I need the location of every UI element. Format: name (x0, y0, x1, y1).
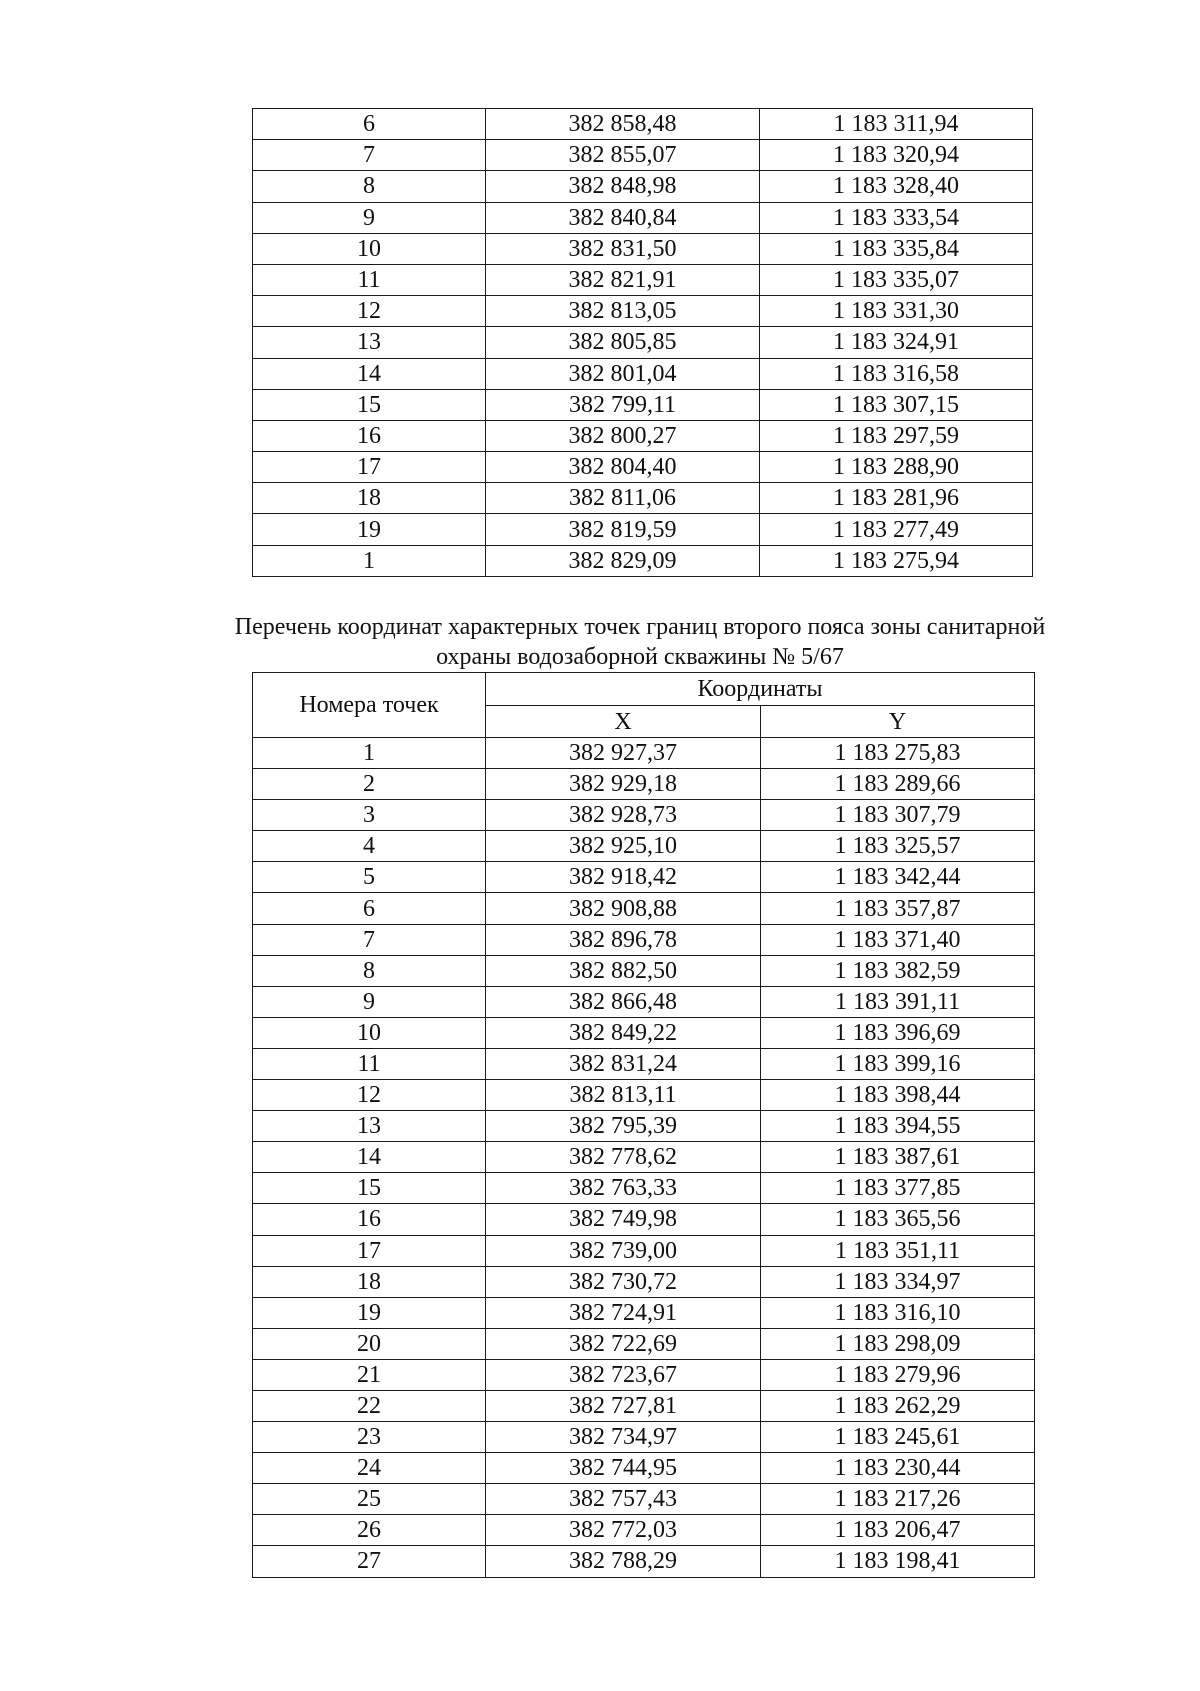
cell-y-coordinate: 1 183 396,69 (761, 1017, 1035, 1048)
cell-y-coordinate: 1 183 307,79 (761, 800, 1035, 831)
cell-x-coordinate: 382 882,50 (486, 955, 761, 986)
cell-x-coordinate: 382 928,73 (486, 800, 761, 831)
cell-x-coordinate: 382 908,88 (486, 893, 761, 924)
table-row (253, 545, 1033, 576)
cell-y-coordinate: 1 183 377,85 (761, 1173, 1035, 1204)
table-row (253, 769, 1035, 800)
cell-x-coordinate: 382 788,29 (486, 1546, 761, 1577)
cell-point-number: 9 (253, 986, 486, 1017)
cell-y-coordinate: 1 183 275,83 (761, 738, 1035, 769)
cell-x-coordinate: 382 739,00 (486, 1235, 761, 1266)
cell-y-coordinate: 1 183 297,59 (760, 420, 1033, 451)
cell-x-coordinate: 382 821,91 (486, 264, 760, 295)
cell-x-coordinate: 382 772,03 (486, 1515, 761, 1546)
cell-point-number: 13 (253, 327, 486, 358)
table-row (253, 140, 1033, 171)
cell-point-number: 4 (253, 831, 486, 862)
cell-point-number: 15 (253, 1173, 486, 1204)
cell-x-coordinate: 382 763,33 (486, 1173, 761, 1204)
cell-x-coordinate: 382 840,84 (486, 202, 760, 233)
table-row (253, 233, 1033, 264)
cell-x-coordinate: 382 734,97 (486, 1422, 761, 1453)
cell-point-number: 25 (253, 1484, 486, 1515)
cell-point-number: 13 (253, 1111, 486, 1142)
cell-x-coordinate: 382 799,11 (486, 389, 760, 420)
cell-point-number: 17 (253, 1235, 486, 1266)
table-row (253, 1359, 1035, 1390)
cell-point-number: 26 (253, 1515, 486, 1546)
table-row (253, 1484, 1035, 1515)
cell-point-number: 11 (253, 1048, 486, 1079)
cell-y-coordinate: 1 183 320,94 (760, 140, 1033, 171)
table-row (253, 358, 1033, 389)
table-row (253, 296, 1033, 327)
cell-point-number: 2 (253, 769, 486, 800)
cell-y-coordinate: 1 183 335,07 (760, 264, 1033, 295)
cell-point-number: 18 (253, 483, 486, 514)
table-row (253, 1546, 1035, 1577)
cell-y-coordinate: 1 183 289,66 (761, 769, 1035, 800)
table-row (253, 1111, 1035, 1142)
cell-x-coordinate: 382 813,05 (486, 296, 760, 327)
caption-line-2: охраны водозаборной скважины № 5/67 (436, 644, 844, 670)
cell-y-coordinate: 1 183 399,16 (761, 1048, 1035, 1079)
cell-y-coordinate: 1 183 275,94 (760, 545, 1033, 576)
table-row (253, 514, 1033, 545)
header-point-numbers: Номера точек (253, 673, 486, 738)
cell-x-coordinate: 382 831,50 (486, 233, 760, 264)
cell-y-coordinate: 1 183 281,96 (760, 483, 1033, 514)
table-row (253, 1048, 1035, 1079)
cell-y-coordinate: 1 183 398,44 (761, 1080, 1035, 1111)
table-row (253, 862, 1035, 893)
cell-point-number: 6 (253, 893, 486, 924)
cell-point-number: 6 (253, 109, 486, 140)
table-row (253, 452, 1033, 483)
cell-y-coordinate: 1 183 217,26 (761, 1484, 1035, 1515)
table-row (253, 955, 1035, 986)
table-row (253, 1204, 1035, 1235)
table-row (253, 800, 1035, 831)
cell-x-coordinate: 382 795,39 (486, 1111, 761, 1142)
header-row (253, 673, 1035, 706)
cell-y-coordinate: 1 183 206,47 (761, 1515, 1035, 1546)
cell-y-coordinate: 1 183 298,09 (761, 1328, 1035, 1359)
cell-point-number: 18 (253, 1266, 486, 1297)
cell-point-number: 10 (253, 1017, 486, 1048)
cell-y-coordinate: 1 183 328,40 (760, 171, 1033, 202)
cell-y-coordinate: 1 183 357,87 (761, 893, 1035, 924)
cell-point-number: 16 (253, 1204, 486, 1235)
cell-y-coordinate: 1 183 277,49 (760, 514, 1033, 545)
cell-point-number: 23 (253, 1422, 486, 1453)
table-row (253, 1390, 1035, 1421)
cell-point-number: 9 (253, 202, 486, 233)
cell-x-coordinate: 382 723,67 (486, 1359, 761, 1390)
cell-y-coordinate: 1 183 331,30 (760, 296, 1033, 327)
cell-x-coordinate: 382 896,78 (486, 924, 761, 955)
table-row (253, 109, 1033, 140)
table-row (253, 1235, 1035, 1266)
header-x: X (486, 706, 761, 738)
cell-y-coordinate: 1 183 279,96 (761, 1359, 1035, 1390)
cell-x-coordinate: 382 819,59 (486, 514, 760, 545)
cell-y-coordinate: 1 183 333,54 (760, 202, 1033, 233)
cell-point-number: 20 (253, 1328, 486, 1359)
cell-x-coordinate: 382 722,69 (486, 1328, 761, 1359)
table-row (253, 1017, 1035, 1048)
cell-y-coordinate: 1 183 316,10 (761, 1297, 1035, 1328)
cell-y-coordinate: 1 183 307,15 (760, 389, 1033, 420)
table-row (253, 893, 1035, 924)
cell-x-coordinate: 382 927,37 (486, 738, 761, 769)
table-row (253, 483, 1033, 514)
cell-point-number: 14 (253, 1142, 486, 1173)
table-row (253, 389, 1033, 420)
cell-x-coordinate: 382 918,42 (486, 862, 761, 893)
table-row (253, 202, 1033, 233)
cell-point-number: 8 (253, 171, 486, 202)
table-row (253, 327, 1033, 358)
cell-point-number: 7 (253, 140, 486, 171)
cell-point-number: 5 (253, 862, 486, 893)
cell-y-coordinate: 1 183 387,61 (761, 1142, 1035, 1173)
cell-x-coordinate: 382 805,85 (486, 327, 760, 358)
cell-y-coordinate: 1 183 371,40 (761, 924, 1035, 955)
table-row (253, 738, 1035, 769)
cell-point-number: 1 (253, 738, 486, 769)
cell-y-coordinate: 1 183 230,44 (761, 1453, 1035, 1484)
cell-x-coordinate: 382 829,09 (486, 545, 760, 576)
table-caption (180, 612, 1100, 672)
coordinates-table-second-zone (252, 672, 1035, 1578)
cell-y-coordinate: 1 183 382,59 (761, 955, 1035, 986)
cell-x-coordinate: 382 757,43 (486, 1484, 761, 1515)
cell-x-coordinate: 382 813,11 (486, 1080, 761, 1111)
cell-x-coordinate: 382 848,98 (486, 171, 760, 202)
table-row (253, 1515, 1035, 1546)
cell-point-number: 10 (253, 233, 486, 264)
cell-y-coordinate: 1 183 334,97 (761, 1266, 1035, 1297)
cell-point-number: 14 (253, 358, 486, 389)
cell-y-coordinate: 1 183 311,94 (760, 109, 1033, 140)
header-coordinates: Координаты (486, 673, 1035, 706)
caption-line-1: Перечень координат характерных точек границ второго пояса зоны санитарной (234, 614, 1046, 640)
table-header (253, 673, 1035, 738)
cell-point-number: 19 (253, 1297, 486, 1328)
cell-point-number: 17 (253, 452, 486, 483)
cell-point-number: 27 (253, 1546, 486, 1577)
table-body (253, 738, 1035, 1578)
cell-x-coordinate: 382 778,62 (486, 1142, 761, 1173)
cell-point-number: 1 (253, 545, 486, 576)
cell-x-coordinate: 382 866,48 (486, 986, 761, 1017)
table-row (253, 1266, 1035, 1297)
table-row (253, 1453, 1035, 1484)
table-row (253, 1297, 1035, 1328)
cell-point-number: 12 (253, 296, 486, 327)
cell-point-number: 8 (253, 955, 486, 986)
table-row (253, 831, 1035, 862)
cell-x-coordinate: 382 855,07 (486, 140, 760, 171)
table-row (253, 1173, 1035, 1204)
cell-point-number: 3 (253, 800, 486, 831)
cell-y-coordinate: 1 183 325,57 (761, 831, 1035, 862)
cell-point-number: 24 (253, 1453, 486, 1484)
table-row (253, 1142, 1035, 1173)
cell-point-number: 12 (253, 1080, 486, 1111)
cell-x-coordinate: 382 730,72 (486, 1266, 761, 1297)
cell-x-coordinate: 382 811,06 (486, 483, 760, 514)
cell-x-coordinate: 382 858,48 (486, 109, 760, 140)
cell-point-number: 22 (253, 1390, 486, 1421)
cell-y-coordinate: 1 183 316,58 (760, 358, 1033, 389)
table-row (253, 420, 1033, 451)
cell-x-coordinate: 382 800,27 (486, 420, 760, 451)
cell-x-coordinate: 382 849,22 (486, 1017, 761, 1048)
coordinates-table-continued (252, 108, 1033, 577)
cell-x-coordinate: 382 724,91 (486, 1297, 761, 1328)
cell-y-coordinate: 1 183 198,41 (761, 1546, 1035, 1577)
table-row (253, 171, 1033, 202)
cell-x-coordinate: 382 749,98 (486, 1204, 761, 1235)
table-row (253, 1080, 1035, 1111)
cell-point-number: 15 (253, 389, 486, 420)
table-row (253, 1422, 1035, 1453)
cell-x-coordinate: 382 925,10 (486, 831, 761, 862)
cell-y-coordinate: 1 183 394,55 (761, 1111, 1035, 1142)
cell-x-coordinate: 382 727,81 (486, 1390, 761, 1421)
table-row (253, 986, 1035, 1017)
table-row (253, 264, 1033, 295)
table-body (253, 109, 1033, 577)
cell-point-number: 21 (253, 1359, 486, 1390)
cell-point-number: 19 (253, 514, 486, 545)
cell-point-number: 11 (253, 264, 486, 295)
header-y: Y (761, 706, 1035, 738)
cell-x-coordinate: 382 929,18 (486, 769, 761, 800)
cell-x-coordinate: 382 831,24 (486, 1048, 761, 1079)
cell-y-coordinate: 1 183 351,11 (761, 1235, 1035, 1266)
cell-x-coordinate: 382 801,04 (486, 358, 760, 389)
cell-y-coordinate: 1 183 342,44 (761, 862, 1035, 893)
cell-y-coordinate: 1 183 335,84 (760, 233, 1033, 264)
cell-y-coordinate: 1 183 245,61 (761, 1422, 1035, 1453)
table-row (253, 1328, 1035, 1359)
cell-point-number: 16 (253, 420, 486, 451)
cell-y-coordinate: 1 183 262,29 (761, 1390, 1035, 1421)
cell-y-coordinate: 1 183 391,11 (761, 986, 1035, 1017)
cell-x-coordinate: 382 804,40 (486, 452, 760, 483)
cell-y-coordinate: 1 183 324,91 (760, 327, 1033, 358)
cell-y-coordinate: 1 183 288,90 (760, 452, 1033, 483)
cell-point-number: 7 (253, 924, 486, 955)
cell-y-coordinate: 1 183 365,56 (761, 1204, 1035, 1235)
table-row (253, 924, 1035, 955)
cell-x-coordinate: 382 744,95 (486, 1453, 761, 1484)
